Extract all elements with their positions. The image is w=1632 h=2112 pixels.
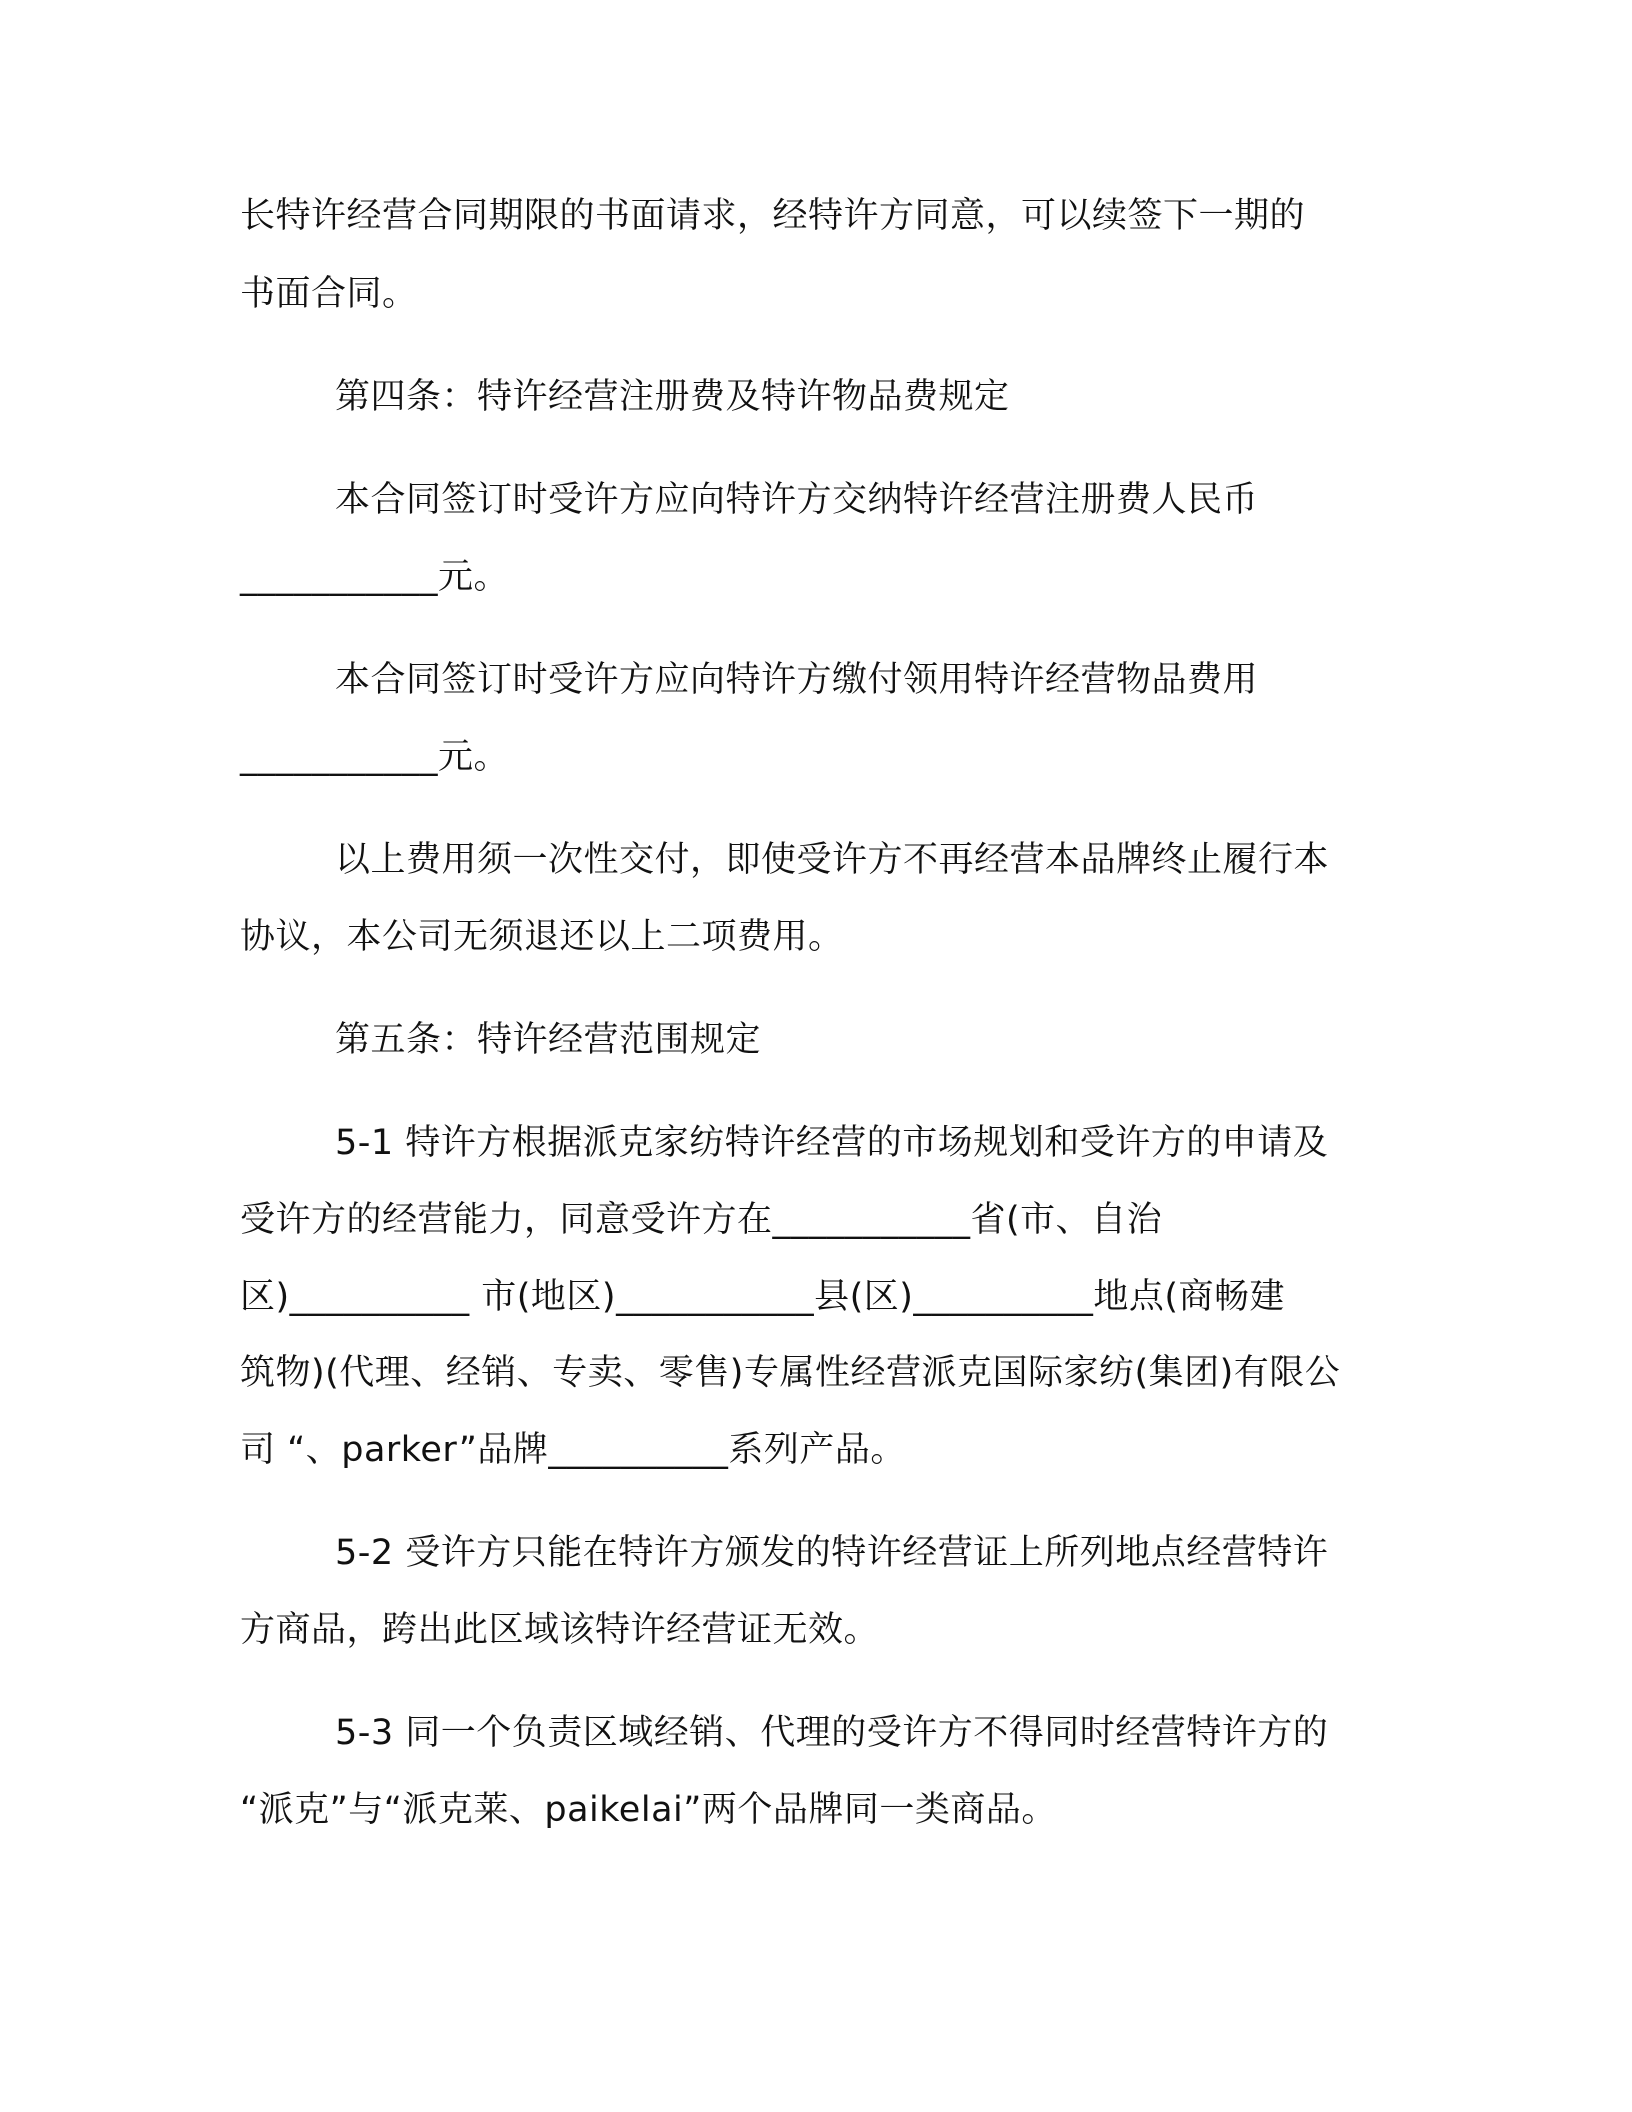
body-text-line: 长特许经营合同期限的书面请求，经特许方同意，可以续签下一期的: [240, 196, 1306, 236]
blank-amount-line: ___________元。: [240, 557, 510, 597]
body-text-line: 司 “、parker”品牌__________系列产品。: [240, 1430, 906, 1470]
body-text-line: 本合同签订时受许方应向特许方交纳特许经营注册费人民币: [335, 480, 1259, 520]
blank-amount-line: ___________元。: [240, 737, 510, 777]
body-text-line: 协议，本公司无须退还以上二项费用。: [240, 917, 844, 957]
body-text-line: 受许方的经营能力，同意受许方在___________省(市、自治: [240, 1200, 1163, 1240]
body-text-line: 筑物)(代理、经销、专卖、零售)专属性经营派克国际家纺(集团)有限公: [240, 1353, 1341, 1393]
body-text-line: “派克”与“派克莱、paikelai”两个品牌同一类商品。: [240, 1790, 1057, 1830]
body-text-line: 本合同签订时受许方应向特许方缴付领用特许经营物品费用: [335, 660, 1259, 700]
body-text-line: 方商品，跨出此区域该特许经营证无效。: [240, 1610, 880, 1650]
body-text-line: 5-1 特许方根据派克家纺特许经营的市场规划和受许方的申请及: [335, 1123, 1329, 1163]
body-text-line: 书面合同。: [240, 274, 418, 314]
article-heading: 第四条：特许经营注册费及特许物品费规定: [335, 377, 1010, 417]
body-text-line: 5-2 受许方只能在特许方颁发的特许经营证上所列地点经营特许: [335, 1533, 1329, 1573]
body-text-line: 5-3 同一个负责区域经销、代理的受许方不得同时经营特许方的: [335, 1713, 1329, 1753]
body-text-line: 以上费用须一次性交付，即使受许方不再经营本品牌终止履行本: [335, 840, 1330, 880]
article-heading: 第五条：特许经营范围规定: [335, 1020, 762, 1060]
body-text-line: 区)__________ 市(地区)___________县(区)__________地点(商畅建: [240, 1277, 1286, 1317]
